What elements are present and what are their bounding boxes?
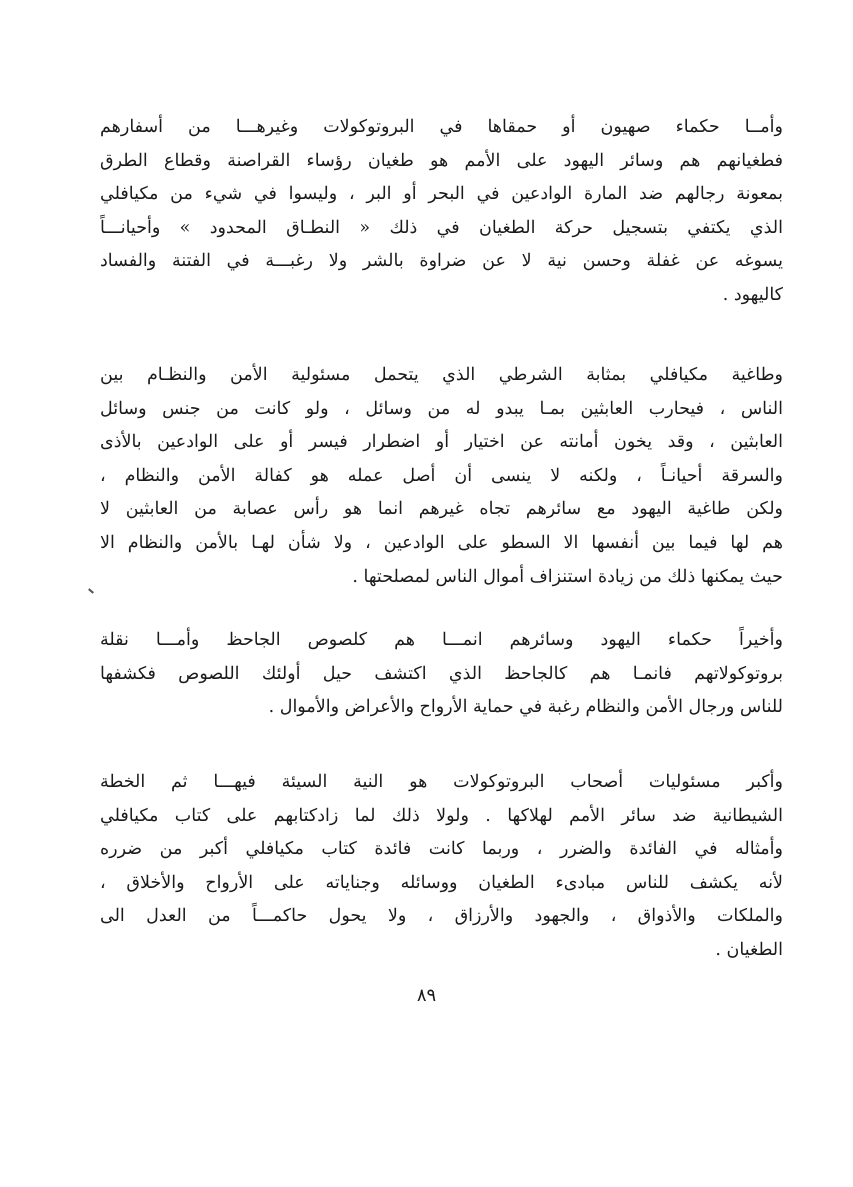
paragraph-3 [100, 624, 783, 725]
text-line: والملكات والأذواق ، والجهود والأرزاق ، ولا يحول حاكمـــاً من العدل الى [100, 906, 783, 927]
text-line: الذي يكتفي بتسجيل حركة الطغيان في ذلك « النطـاق المحدود » وأحيانـــاً [100, 217, 783, 238]
text-line: والسرقة أحيانـاً ، ولكنه لا ينسى أن أصل عمله هو كفالة الأمن والنظام ، [100, 465, 783, 486]
text-line: للناس ورجال الأمن والنظام رغبة في حماية الأرواح والأعراض والأموال . [268, 697, 783, 718]
page-number: ٨٩ [416, 985, 437, 1006]
text-line: الطغيان . [715, 939, 783, 960]
text-line: كاليهود . [722, 284, 783, 305]
text-line: فطغيانهم هم وسائر اليهود على الأمم هو طغيان رؤساء القراصنة وقطاع الطرق [100, 150, 783, 171]
text-line: العابثين ، وقد يخون أمانته عن اختيار أو اضطرار فيسر أو على الوادعين بالأذى [100, 432, 783, 453]
paragraph-4 [100, 766, 783, 968]
text-line: وأمــا حكماء صهيون أو حمقاها في البروتوكولات وغيرهـــا من أسفارهم [100, 117, 783, 137]
text-line: الشيطانية ضد سائر الأمم لهلاكها . ولولا ذلك لما زادكتابهم على كتاب مكيافلي [100, 805, 783, 826]
text-line: وأمثاله في الفائدة والضرر ، وربما كانت فائدة كتاب مكيافلي أكبر من ضرره [100, 839, 783, 860]
text-line: هم لها فيما بين أنفسها الا السطو على الوادعين ، ولا شأن لهـا بالأمن والنظام الا [100, 532, 783, 553]
text-line: ولكن طاغية اليهود مع سائرهم تجاه غيرهم انما هو رأس عصابة من العابثين لا [100, 499, 783, 520]
text-line: بروتوكولاتهم فانمـا هم كالجاحظ الذي اكتشف حيل أولئك اللصوص فكشفها [100, 663, 783, 684]
scan-mark [88, 588, 94, 593]
text-line: حيث يمكنها ذلك من زيادة استنزاف أموال الناس لمصلحتها . [352, 566, 783, 587]
text-line: وأخيراً حكماء اليهود وسائرهم انمـــا هم كلصوص الجاحظ وأمـــا نقلة [100, 630, 783, 650]
text-line: الناس ، فيحارب العابثين بمـا يبدو له من وسائل ، ولو كانت من جنس وسائل [100, 398, 783, 419]
text-line: يسوغه عن غفلة وحسن نية لا عن ضراوة بالشر ولا رغبـــة في الفتنة والفساد [100, 251, 783, 272]
text-line: لأنه يكشف للناس مبادىء الطغيان ووسائله وجناياته على الأرواح والأخلاق ، [100, 872, 783, 893]
text-line: وأكبر مسئوليات أصحاب البروتوكولات هو النية السيئة فيهـــا ثم الخطة [100, 772, 783, 792]
text-line: وطاغية مكيافلي بمثابة الشرطي الذي يتحمل مسئولية الأمن والنظـام بين [100, 365, 783, 385]
paragraph-2 [100, 359, 783, 594]
paragraph-1 [100, 111, 783, 313]
text-line: بمعونة رجالهم ضد المارة الوادعين في البحر أو البر ، وليسوا في شيء من مكيافلي [100, 184, 783, 205]
